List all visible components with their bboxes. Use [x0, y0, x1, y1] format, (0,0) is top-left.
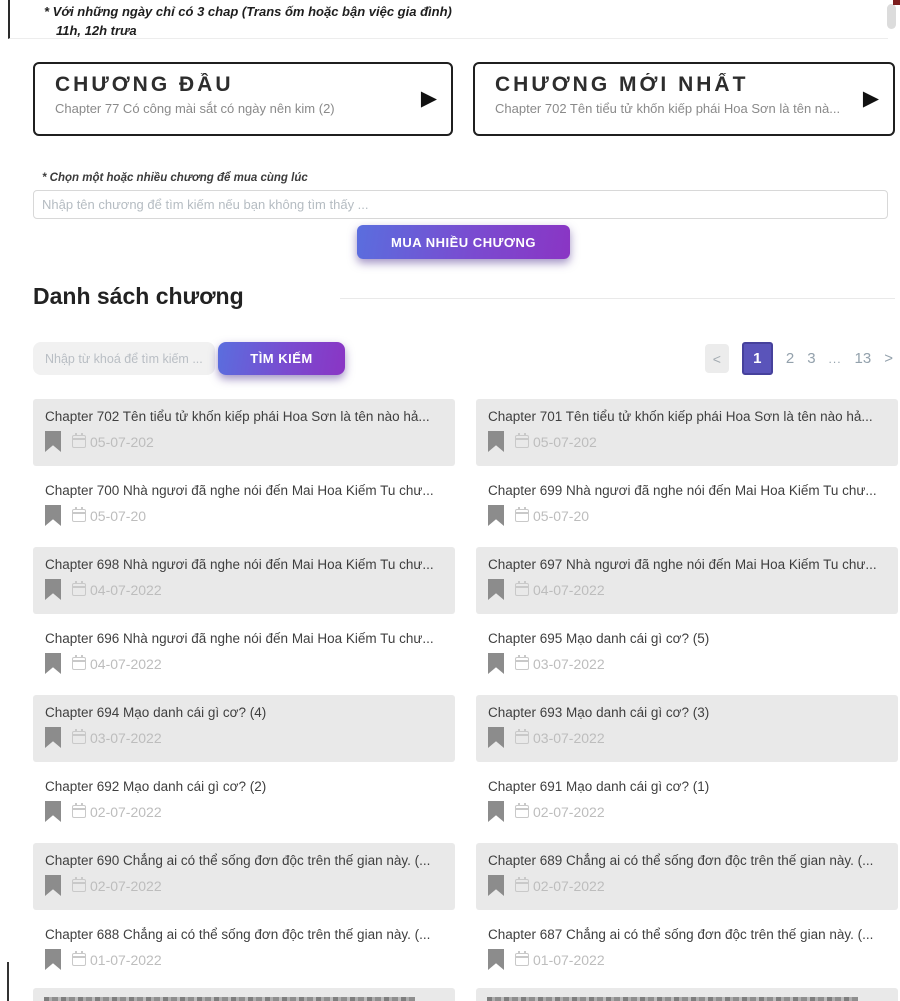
- chapter-title: Chapter 697 Nhà ngươi đã nghe nói đến Mai Hoa Kiếm Tu chư...: [488, 557, 877, 572]
- chapter-date: 04-07-2022: [90, 581, 162, 598]
- chapter-grid: [33, 399, 898, 984]
- bookmark-icon[interactable]: [45, 431, 61, 452]
- calendar-icon: [515, 805, 529, 818]
- chapter-item-697[interactable]: [476, 547, 898, 614]
- chapter-title: Chapter 692 Mạo danh cái gì cơ? (2): [45, 779, 267, 794]
- chapter-item-689[interactable]: [476, 843, 898, 910]
- calendar-icon: [515, 583, 529, 596]
- chapter-search-button[interactable]: TÌM KIẾM: [218, 342, 345, 375]
- box-border-fragment: [7, 962, 9, 1001]
- chapter-item-688[interactable]: [33, 917, 455, 984]
- bookmark-icon[interactable]: [488, 727, 504, 748]
- clipped-text-smear: [487, 997, 858, 1001]
- chapter-date: 02-07-2022: [533, 877, 605, 894]
- latest-chapter-box[interactable]: [473, 62, 895, 136]
- bookmark-icon[interactable]: [45, 653, 61, 674]
- chapter-item-702[interactable]: [33, 399, 455, 466]
- chapter-item-687[interactable]: [476, 917, 898, 984]
- chapter-date: 03-07-2022: [533, 729, 605, 746]
- schedule-note-box: [8, 0, 888, 39]
- schedule-note-line2: 11h, 12h trưa: [56, 23, 137, 38]
- chapter-title: Chapter 702 Tên tiểu tử khốn kiếp phái Hoa Sơn là tên nào hả...: [45, 409, 430, 424]
- chapter-item-691[interactable]: [476, 769, 898, 836]
- pagination-page-2[interactable]: 2: [785, 350, 795, 367]
- chapter-date: 03-07-2022: [533, 655, 605, 672]
- clipped-text-smear: [44, 997, 415, 1001]
- bookmark-icon[interactable]: [488, 505, 504, 526]
- chapter-search-input[interactable]: [33, 342, 215, 375]
- chapter-title: Chapter 689 Chẳng ai có thể sống đơn độc trên thế gian này. (...: [488, 853, 874, 868]
- chapter-item-692[interactable]: [33, 769, 455, 836]
- schedule-note-line1: * Với những ngày chỉ có 3 chap (Trans ốm hoặc bận việc gia đình): [44, 4, 452, 19]
- pagination-page-1[interactable]: 1: [742, 342, 773, 375]
- chapter-title: Chapter 700 Nhà ngươi đã nghe nói đến Mai Hoa Kiếm Tu chư...: [45, 483, 434, 498]
- chapter-item-701[interactable]: [476, 399, 898, 466]
- heading-divider: [340, 298, 895, 299]
- chapter-title: Chapter 694 Mạo danh cái gì cơ? (4): [45, 705, 267, 720]
- pagination-ellipsis: ...: [828, 351, 842, 366]
- play-arrow-icon: ▶: [420, 87, 437, 111]
- bookmark-icon[interactable]: [45, 579, 61, 600]
- chapter-item-partial[interactable]: [476, 988, 898, 1001]
- chapter-item-694[interactable]: [33, 695, 455, 762]
- calendar-icon: [515, 731, 529, 744]
- bookmark-icon[interactable]: [45, 875, 61, 896]
- buy-chapters-input[interactable]: [33, 190, 888, 219]
- latest-chapter-title: CHƯƠNG MỚI NHẤT: [495, 73, 749, 96]
- play-arrow-icon: ▶: [862, 87, 879, 111]
- first-chapter-title: CHƯƠNG ĐẦU: [55, 73, 234, 96]
- chapter-date: 03-07-2022: [90, 729, 162, 746]
- chapter-title: Chapter 696 Nhà ngươi đã nghe nói đến Mai Hoa Kiếm Tu chư...: [45, 631, 434, 646]
- calendar-icon: [72, 879, 86, 892]
- chapter-item-698[interactable]: [33, 547, 455, 614]
- chapter-title: Chapter 698 Nhà ngươi đã nghe nói đến Mai Hoa Kiếm Tu chư...: [45, 557, 434, 572]
- chapter-title: Chapter 688 Chẳng ai có thể sống đơn độc trên thế gian này. (...: [45, 927, 431, 942]
- chapter-date: 04-07-2022: [90, 655, 162, 672]
- calendar-icon: [72, 805, 86, 818]
- calendar-icon: [72, 657, 86, 670]
- pagination-prev-button[interactable]: <: [705, 344, 729, 373]
- chapter-title: Chapter 701 Tên tiểu tử khốn kiếp phái Hoa Sơn là tên nào hả...: [488, 409, 873, 424]
- pagination-page-13[interactable]: 13: [854, 350, 872, 367]
- buy-chapters-label: * Chọn một hoặc nhiều chương để mua cùng lúc: [42, 172, 308, 184]
- bookmark-icon[interactable]: [45, 801, 61, 822]
- chapter-title: Chapter 690 Chẳng ai có thể sống đơn độc trên thế gian này. (...: [45, 853, 431, 868]
- chapter-date: 05-07-202: [533, 433, 597, 450]
- chapter-title: Chapter 687 Chẳng ai có thể sống đơn độc trên thế gian này. (...: [488, 927, 874, 942]
- calendar-icon: [515, 435, 529, 448]
- buy-chapters-button[interactable]: MUA NHIỀU CHƯƠNG: [357, 225, 570, 259]
- first-chapter-subtitle: Chapter 77 Có công mài sắt có ngày nên kim (2): [55, 101, 335, 116]
- chapter-list-heading: Danh sách chương: [33, 283, 244, 309]
- chapter-date: 01-07-2022: [90, 951, 162, 968]
- chapter-date: 02-07-2022: [533, 803, 605, 820]
- bookmark-icon[interactable]: [45, 505, 61, 526]
- chapter-item-700[interactable]: [33, 473, 455, 540]
- calendar-icon: [515, 657, 529, 670]
- bookmark-icon[interactable]: [488, 801, 504, 822]
- calendar-icon: [72, 583, 86, 596]
- calendar-icon: [72, 731, 86, 744]
- chapter-title: Chapter 699 Nhà ngươi đã nghe nói đến Mai Hoa Kiếm Tu chư...: [488, 483, 877, 498]
- chapter-date: 05-07-202: [90, 433, 154, 450]
- chapter-title: Chapter 693 Mạo danh cái gì cơ? (3): [488, 705, 710, 720]
- chapter-item-690[interactable]: [33, 843, 455, 910]
- scrollbar-thumb[interactable]: [887, 4, 896, 29]
- bookmark-icon[interactable]: [488, 949, 504, 970]
- calendar-icon: [515, 509, 529, 522]
- bookmark-icon[interactable]: [45, 727, 61, 748]
- calendar-icon: [72, 435, 86, 448]
- first-chapter-box[interactable]: [33, 62, 453, 136]
- bookmark-icon[interactable]: [488, 431, 504, 452]
- calendar-icon: [72, 509, 86, 522]
- chapter-date: 05-07-20: [90, 507, 147, 524]
- chapter-title: Chapter 695 Mạo danh cái gì cơ? (5): [488, 631, 710, 646]
- pagination-page-3[interactable]: 3: [807, 350, 816, 367]
- calendar-icon: [72, 953, 86, 966]
- chapter-date: 04-07-2022: [533, 581, 605, 598]
- bookmark-icon[interactable]: [488, 579, 504, 600]
- chapter-item-696[interactable]: [33, 621, 455, 688]
- calendar-icon: [515, 953, 529, 966]
- chapter-item-693[interactable]: [476, 695, 898, 762]
- chapter-date: 01-07-2022: [533, 951, 605, 968]
- chapter-date: 02-07-2022: [90, 877, 162, 894]
- pagination-next-button[interactable]: >: [884, 350, 893, 367]
- chapter-date: 02-07-2022: [90, 803, 162, 820]
- chapter-item-699[interactable]: [476, 473, 898, 540]
- calendar-icon: [515, 879, 529, 892]
- chapter-item-partial[interactable]: [33, 988, 455, 1001]
- bookmark-icon[interactable]: [488, 653, 504, 674]
- pagination: [705, 342, 893, 375]
- bookmark-icon[interactable]: [488, 875, 504, 896]
- corner-red-fragment: [893, 0, 900, 5]
- chapter-date: 05-07-20: [533, 507, 590, 524]
- chapter-title: Chapter 691 Mạo danh cái gì cơ? (1): [488, 779, 710, 794]
- latest-chapter-subtitle: Chapter 702 Tên tiểu tử khốn kiếp phái Hoa Sơn là tên nà...: [495, 101, 841, 116]
- chapter-item-695[interactable]: [476, 621, 898, 688]
- bookmark-icon[interactable]: [45, 949, 61, 970]
